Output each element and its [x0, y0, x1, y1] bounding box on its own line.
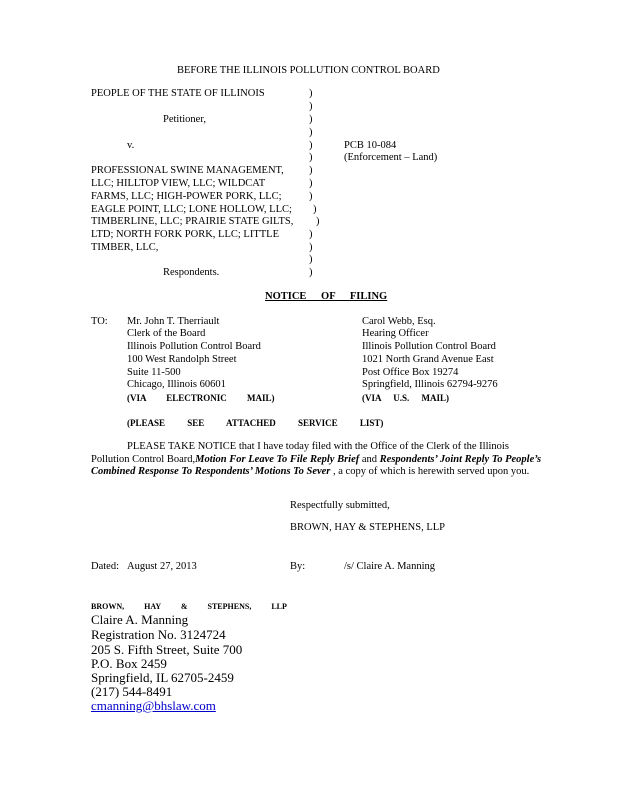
paren: ) [309, 191, 313, 202]
recipient-line: Illinois Pollution Control Board [362, 341, 496, 352]
document-title: BEFORE THE ILLINOIS POLLUTION CONTROL BOARD [177, 65, 440, 76]
paren: ) [316, 216, 320, 227]
attorney-po-box: P.O. Box 2459 [91, 656, 167, 671]
recipient-delivery: (VIA U.S. MAIL) [362, 393, 450, 403]
recipient-line: Post Office Box 19274 [362, 367, 459, 378]
attorney-email-wrap [91, 698, 216, 713]
attorney-name: Claire A. Manning [91, 612, 189, 627]
versus-label: v. [127, 140, 135, 151]
paren: ) [309, 165, 313, 176]
motion-title: Motion For Leave To File Reply Brief [195, 453, 360, 465]
firm-name: BROWN, HAY & STEPHENS, LLP [290, 522, 445, 533]
paren: ) [309, 88, 313, 99]
recipient-line: Chicago, Illinois 60601 [127, 379, 226, 390]
respectfully-submitted: Respectfully submitted, [290, 500, 390, 511]
attorney-city: Springfield, IL 62705-2459 [91, 670, 234, 685]
reply-title: Respondents’ Joint Reply To People’s Combined Response To Respondents’ Motions To Sever [91, 453, 542, 477]
recipient-line: Illinois Pollution Control Board [127, 341, 261, 352]
recipient-line: Suite 11-500 [127, 367, 181, 378]
recipient-delivery: (VIA ELECTRONIC MAIL) [127, 393, 275, 403]
dated-label: Dated: [91, 561, 119, 572]
recipient-line: 100 West Randolph Street [127, 354, 237, 365]
attorney-phone: (217) 544-8491 [91, 684, 173, 699]
paren: ) [309, 229, 313, 240]
notice-title: NOTICE OF FILING [265, 291, 388, 302]
paren: ) [309, 140, 313, 151]
case-number: PCB 10-084 [344, 140, 397, 151]
recipient-line: Hearing Officer [362, 328, 429, 339]
respondent-line: TIMBERLINE, LLC; PRAIRIE STATE GILTS, [91, 216, 294, 227]
recipient-line: 1021 North Grand Avenue East [362, 354, 494, 365]
to-label: TO: [91, 316, 108, 327]
paren: ) [309, 267, 313, 278]
respondent-line: PROFESSIONAL SWINE MANAGEMENT, [91, 165, 284, 176]
paren: ) [309, 114, 313, 125]
petitioner-label: Petitioner, [163, 114, 207, 125]
paren: ) [309, 152, 313, 163]
respondent-line: EAGLE POINT, LLC; LONE HOLLOW, LLC; [91, 204, 292, 215]
respondents-label: Respondents. [163, 267, 220, 278]
respondent-line: LLC; HILLTOP VIEW, LLC; WILDCAT [91, 178, 266, 189]
paren: ) [313, 204, 317, 215]
paren: ) [309, 178, 313, 189]
respondent-line: TIMBER, LLC, [91, 242, 159, 253]
recipient-line: Springfield, Illinois 62794-9276 [362, 379, 498, 390]
notice-intro: PLEASE TAKE NOTICE that I have today filed with the Office of the Clerk of the Illinois Pollution Control Board, [91, 441, 509, 465]
service-list-note: (PLEASE SEE ATTACHED SERVICE LIST) [127, 418, 384, 428]
paren: ) [309, 101, 313, 112]
case-type: (Enforcement – Land) [344, 152, 438, 163]
attorney-email-link[interactable]: cmanning@bhslaw.com [91, 698, 216, 713]
recipient-line: Clerk of the Board [127, 328, 206, 339]
conjunction: and [359, 453, 380, 465]
recipient-line: Mr. John T. Therriault [127, 316, 220, 327]
attorney-firm: BROWN, HAY & STEPHENS, LLP [91, 602, 287, 611]
respondent-line: LTD; NORTH FORK PORK, LLC; LITTLE [91, 229, 279, 240]
notice-paragraph [91, 441, 546, 479]
attorney-registration: Registration No. 3124724 [91, 627, 226, 642]
paren: ) [309, 127, 313, 138]
paren: ) [309, 242, 313, 253]
notice-outro: , a copy of which is herewith served upon you. [333, 466, 530, 477]
recipient-line: Carol Webb, Esq. [362, 316, 436, 327]
respondent-line: FARMS, LLC; HIGH-POWER PORK, LLC; [91, 191, 282, 202]
attorney-street: 205 S. Fifth Street, Suite 700 [91, 642, 243, 657]
by-label: By: [290, 561, 306, 572]
filing-date: August 27, 2013 [127, 561, 197, 572]
signature: /s/ Claire A. Manning [344, 561, 435, 572]
plaintiff-name: PEOPLE OF THE STATE OF ILLINOIS [91, 88, 265, 99]
paren: ) [309, 254, 313, 265]
